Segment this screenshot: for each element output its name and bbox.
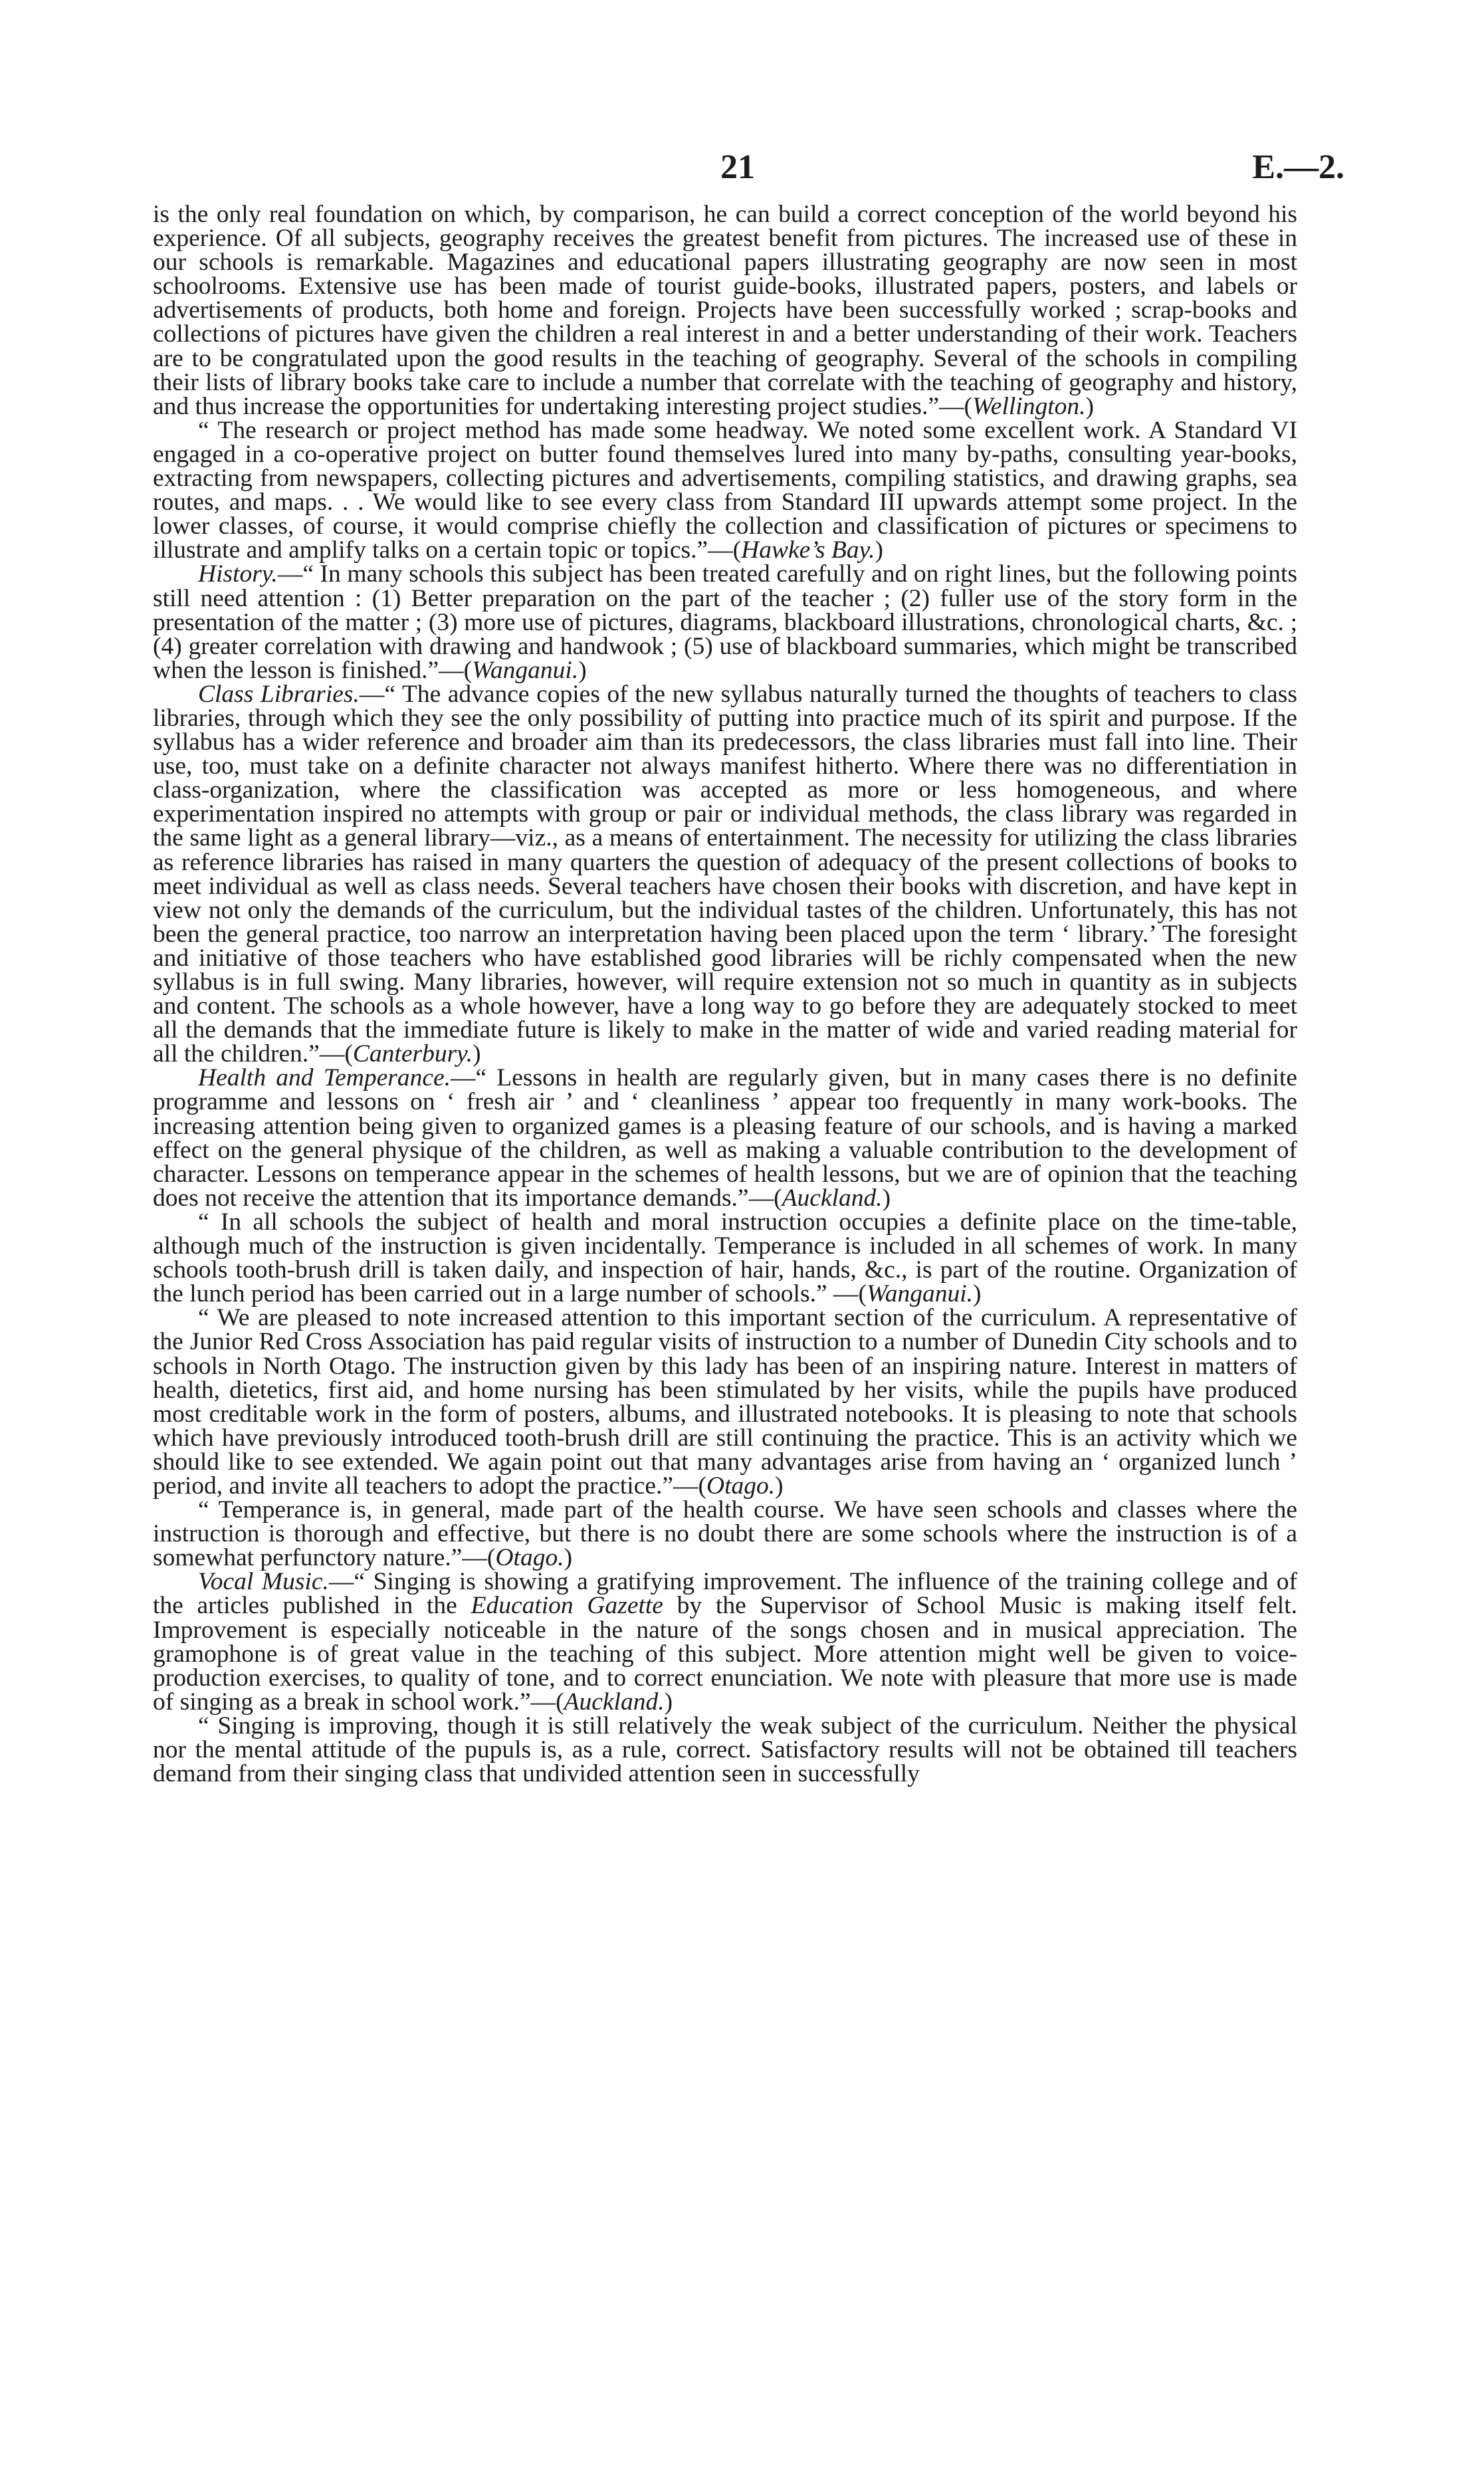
paragraph-text: “ We are pleased to note increased attention to this important section of the curriculum. A representative of the Junior Red Cross Association has paid regular visits of instruction to a number of Dunedin City schools and to schools in North Otago. The instruction given by this lady has been of an inspiring nature. Interest in matters of health, dietetics, first aid, and home nursing has been stimulated by her visits, while the pupils have produced most creditable work in the form of posters, albums, and illustrated notebooks. It is pleasing to note that schools which have previously introduced tooth-brush drill are still continuing the practice. This is an activity which we should like to see extended. We again point out that many advantages arise from having an ‘ organized lunch ’ period, and invite all teachers to adopt the practice.”—( <box>153 1304 1297 1500</box>
closing-paren: ) <box>1085 392 1094 420</box>
paragraph-vocal-music <box>153 1570 1297 1714</box>
paragraph-text: by the Supervisor of School Music is making itself felt. Improvement is especially noticeable in the nature of the songs chosen and in musical appreciation. The gramophone is of great value in the teaching of this subject. More attention might well be given to voice-production exercises, to quality of tone, and to correct enunciation. We note with pleasure that more use is made of singing as a break in school work.”—( <box>153 1592 1297 1716</box>
paragraph-text: —“ Lessons in health are regularly given, but in many cases there is no definite programme and lessons on ‘ fresh air ’ and ‘ cleanliness ’ appear too frequently in many work-books. The increasing attention being given to organized games is a pleasing feature of our schools, and is having a marked effect on the general physique of the children, as well as making a valuable contribution to the development of character. Lessons on temperance appear in the schemes of health lessons, but we are of opinion that the teaching does not receive the attention that its importance demands.”—( <box>153 1064 1297 1212</box>
source-attribution: Wanganui. <box>472 656 579 684</box>
source-attribution: Auckland. <box>564 1688 665 1716</box>
section-heading: Class Libraries. <box>198 680 360 708</box>
paragraph-temperance-otago <box>153 1498 1297 1570</box>
closing-paren: ) <box>664 1688 673 1716</box>
page-number: 21 <box>720 148 755 186</box>
paragraph-class-libraries <box>153 680 1297 1068</box>
paragraph-text: is the only real foundation on which, by comparison, he can build a correct conception of the world beyond his experience. Of all subjects, geography receives the greatest benefit from pictures. The increased use of these in our schools is remarkable. Magazines and educational papers illustrating geography are now seen in most schoolrooms. Extensive use has been made of tourist guide-books, illustrated papers, posters, and labels or advertisements of products, both home and foreign. Projects have been successfully worked ; scrap-books and collections of pictures have given the children a real interest in and a better understanding of their work. Teachers are to be congratulated upon the good results in the teaching of geography. Several of the schools in compiling their lists of library books take care to include a number that correlate with the teaching of geography and history, and thus increase the opportunities for undertaking interesting project studies.”—( <box>153 201 1297 420</box>
source-attribution: Hawke’s Bay. <box>741 536 875 564</box>
section-heading: History. <box>198 560 278 588</box>
source-attribution: Wanganui. <box>866 1280 974 1308</box>
paragraph-geography-continued <box>153 203 1297 419</box>
paragraph-text: “ Singing is improving, though it is still relatively the weak subject of the curriculum. Neither the physical nor the mental attitude of the pupuls is, as a rule, correct. Satisfactory results will not be obtained till teachers demand from their singing class that undivided attention seen in successfully <box>153 1712 1297 1788</box>
closing-paren: ) <box>473 1040 481 1068</box>
body-text <box>153 203 1297 1786</box>
paragraph-health-temperance <box>153 1066 1297 1210</box>
paragraph-text: —“ Singing is showing a gratifying improvement. The influence of the training college and of the articles published in the <box>153 1568 1297 1620</box>
paragraph-text: “ Temperance is, in general, made part of the health course. We have seen schools and classes where the instruction is thorough and effective, but there is no doubt there are some schools where the instruction is of a somewhat perfunctory nature.”—( <box>153 1496 1297 1572</box>
paragraph-health-wanganui <box>153 1210 1297 1306</box>
closing-paren: ) <box>882 1184 891 1212</box>
closing-paren: ) <box>564 1544 573 1572</box>
paragraph-singing <box>153 1714 1297 1786</box>
paragraph-project-method <box>153 416 1297 564</box>
closing-paren: ) <box>875 536 884 564</box>
report-code: E.—2. <box>1252 148 1344 186</box>
paragraph-text: “ In all schools the subject of health and moral instruction occupies a definite place on the time-table, although much of the instruction is given incidentally. Temperance is included in all schemes of work. In many schools tooth-brush drill is taken daily, and inspection of hair, hands, &c., is part of the routine. Organization of the lunch period has been carried out in a large number of schools.” —( <box>153 1208 1297 1308</box>
section-heading: Health and Temperance. <box>198 1064 451 1092</box>
section-heading: Vocal Music. <box>198 1568 329 1596</box>
paragraph-text: —“ The advance copies of the new syllabus naturally turned the thoughts of teachers to class libraries, through which they see the only possibility of putting into practice much of its spirit and purpose. If the syllabus has a wider reference and broader aim than its predecessors, the class libraries must fall into line. Their use, too, must take on a definite character not always manifest hitherto. Where there was no differentiation in class-organization, where the classification was accepted as more or less homogeneous, and where experimentation inspired no attempts with group or pair or individual methods, the class library was regarded in the same light as a general library—viz., as a means of entertainment. The necessity for utilizing the class libraries as reference libraries has raised in many quarters the question of adequacy of the present collections of books to meet individual as well as class needs. Several teachers have chosen their books with discretion, and have kept in view not only the demands of the curriculum, but the individual tastes of the children. Unfortunately, this has not been the general practice, too narrow an interpretation having been placed upon the term ‘ library.’ The foresight and initiative of those teachers who have established good libraries will be richly compensated when the new syllabus is in full swing. Many libraries, however, will require extension not so much in quantity as in subjects and content. The schools as a whole however, have a long way to go before they are adequately stocked to meet all the demands that the immediate future is likely to make in the matter of wide and varied reading material for all the children.”—( <box>153 680 1297 1068</box>
paragraph-text: “ The research or project method has made some headway. We noted some excellent work. A Standard VI engaged in a co-operative project on butter found themselves lured into many by-paths, consulting year-books, extracting from newspapers, collecting pictures and advertisements, compiling statistics, and drawing graphs, sea routes, and maps. . . We would like to see every class from Standard III upwards attempt some project. In the lower classes, of course, it would comprise chiefly the collection and classification of pictures or specimens to illustrate and amplify talks on a certain topic or topics.”—( <box>153 416 1297 564</box>
closing-paren: ) <box>775 1472 784 1500</box>
source-attribution: Otago. <box>706 1472 776 1500</box>
source-attribution: Otago. <box>495 1544 564 1572</box>
paragraph-history <box>153 562 1297 682</box>
closing-paren: ) <box>973 1280 982 1308</box>
paragraph-text: —“ In many schools this subject has been treated carefully and on right lines, but the following points still need attention : (1) Better preparation on the part of the teacher ; (2) fuller use of the story form in the presentation of the matter ; (3) more use of pictures, diagrams, blackboard illustrations, chronological charts, &c. ; (4) greater correlation with drawing and handwook ; (5) use of blackboard summaries, which might be transcribed when the lesson is finished.”—( <box>153 560 1297 684</box>
source-attribution: Wellington. <box>972 392 1086 420</box>
closing-paren: ) <box>578 656 587 684</box>
source-attribution: Auckland. <box>782 1184 883 1212</box>
source-attribution: Canterbury. <box>352 1040 473 1068</box>
publication-title: Education Gazette <box>471 1592 663 1620</box>
paragraph-health-otago <box>153 1306 1297 1498</box>
